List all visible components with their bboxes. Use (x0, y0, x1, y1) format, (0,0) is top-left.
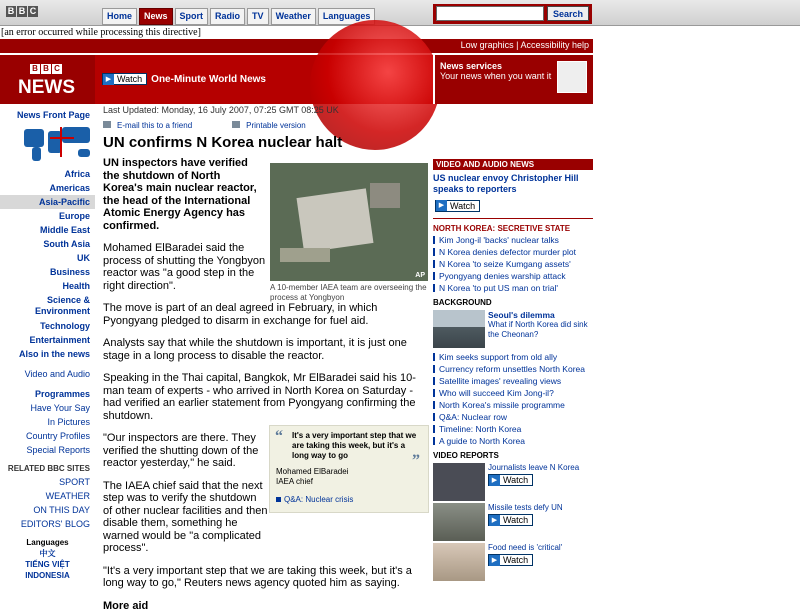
news-services-promo[interactable] (433, 55, 593, 104)
nav-weather[interactable]: WEATHER (45, 491, 90, 501)
map-marker (50, 137, 74, 139)
video-report-text (488, 463, 579, 501)
email-friend-link[interactable] (103, 121, 192, 130)
email-label: E-mail this to a friend (117, 121, 193, 130)
open-quote-icon: “ (275, 428, 283, 445)
nav-also-in-the-news[interactable]: Also in the news (18, 349, 90, 359)
close-quote-icon: ” (412, 452, 420, 469)
news-banner (0, 55, 593, 104)
nav-special-reports[interactable]: Special Reports (26, 445, 90, 455)
language-chinese[interactable]: 中文 (39, 549, 56, 558)
background-heading: BACKGROUND (433, 297, 492, 307)
video-thumbnail (433, 503, 485, 541)
play-icon: ▶ (489, 475, 500, 486)
video-report[interactable] (433, 543, 593, 581)
bbc-logo[interactable] (6, 6, 38, 17)
paragraph: Speaking in the Thai capital, Bangkok, Mr ElBaradei said his 10-man team of experts - who arrived in North Korea on Saturday - had verified an earlier statement from Pyongyang confirming the shutdown. (103, 372, 416, 422)
tab-radio[interactable]: Radio (210, 8, 245, 25)
nav-entertainment[interactable]: Entertainment (29, 335, 90, 345)
printable-version-link[interactable] (232, 121, 306, 130)
news-services-title: News services (440, 61, 503, 71)
paragraph: Analysts say that while the shutdown is important, it is just one stage in a long process to disable the reactor. (103, 337, 407, 362)
background-link[interactable]: Who will succeed Kim Jong-il? (433, 387, 593, 399)
related-sites-heading: RELATED BBC SITES (7, 464, 90, 473)
search-input[interactable] (436, 6, 544, 21)
video-report[interactable] (433, 503, 593, 541)
separator: | (516, 40, 521, 50)
secretive-state-heading: NORTH KOREA: SECRETIVE STATE (433, 223, 571, 233)
print-label: Printable version (246, 121, 306, 130)
play-icon: ▶ (103, 74, 114, 85)
nav-country-profiles[interactable]: Country Profiles (25, 431, 90, 441)
tab-news[interactable]: News (139, 8, 173, 25)
accessibility-help-link[interactable]: Accessibility help (520, 40, 589, 50)
watch-label: Watch (503, 555, 529, 565)
video-title: Food need is 'critical' (488, 542, 563, 552)
news-services-subtitle: Your news when you want it (440, 71, 552, 81)
language-vietnamese[interactable]: TIẾNG VIỆT (25, 560, 70, 569)
tab-home[interactable]: Home (102, 8, 137, 25)
bbc-news-logo[interactable] (0, 55, 95, 104)
photo-building (297, 188, 374, 252)
nav-health[interactable]: Health (62, 281, 90, 291)
qa-link-label: Q&A: Nuclear crisis (284, 495, 354, 504)
article-tools (103, 121, 428, 130)
one-minute-news-title[interactable]: One-Minute World News (151, 73, 266, 85)
feature-text (488, 310, 593, 348)
quote-attribution (276, 467, 422, 487)
left-navigation (0, 105, 95, 600)
arrow-icon (276, 497, 281, 502)
logo-letter: C (52, 64, 62, 74)
languages-heading: Languages (26, 538, 69, 547)
utility-bar (0, 39, 593, 53)
related-link[interactable]: Kim Jong-il 'backs' nuclear talks (433, 234, 593, 246)
subheading: More aid (103, 599, 149, 612)
play-icon: ▶ (489, 515, 500, 526)
logo-letter: C (29, 6, 37, 16)
nav-asia-pacific[interactable]: Asia-Pacific (0, 195, 95, 209)
one-minute-news[interactable] (102, 73, 266, 85)
search-button[interactable]: Search (547, 6, 589, 21)
feature-title: Seoul's dilemma (488, 309, 555, 320)
related-link[interactable]: N Korea 'to put US man on trial' (433, 282, 593, 294)
video-report[interactable] (433, 463, 593, 501)
play-icon: ▶ (489, 555, 500, 566)
top-bar (0, 0, 800, 26)
article-photo (270, 163, 428, 281)
computer-icon (557, 61, 587, 93)
watch-button[interactable] (488, 514, 533, 526)
nav-sport[interactable]: SPORT (59, 477, 90, 487)
tab-sport[interactable]: Sport (175, 8, 209, 25)
nav-editors-blog[interactable]: EDITORS' BLOG (20, 519, 90, 529)
watch-label: Watch (503, 475, 529, 485)
logo-letter: B (18, 6, 26, 16)
right-column (433, 159, 593, 581)
warship-thumbnail (433, 310, 485, 348)
utility-links (461, 40, 589, 50)
logo-letter: B (30, 64, 40, 74)
paragraph: The IAEA chief said that the next step was to verify the shutdown of other nuclear facilities and then disable them, something he warned would be "a complicated process". (103, 479, 268, 554)
video-thumbnail (433, 463, 485, 501)
photo-building (280, 248, 330, 262)
map-landmass (78, 149, 90, 157)
nav-europe[interactable]: Europe (58, 211, 90, 221)
background-link[interactable]: Kim seeks support from old ally (433, 351, 593, 363)
background-link[interactable]: North Korea's missile programme (433, 399, 593, 411)
photo-credit: AP (415, 272, 425, 279)
nav-technology[interactable]: Technology (40, 321, 90, 331)
map-marker (60, 127, 62, 157)
map-landmass (62, 127, 90, 143)
watch-button[interactable] (488, 554, 533, 566)
qa-nuclear-crisis-link[interactable] (276, 495, 422, 504)
nav-tabs (102, 8, 375, 25)
video-title: Missile tests defy UN (488, 502, 563, 512)
nav-africa[interactable]: Africa (64, 169, 90, 179)
video-audio-heading: VIDEO AND AUDIO NEWS (433, 159, 593, 170)
nav-middle-east[interactable]: Middle East (39, 225, 90, 235)
background-link[interactable]: Satellite images' revealing views (433, 375, 593, 387)
video-reports-heading: VIDEO REPORTS (433, 450, 499, 460)
watch-button[interactable] (435, 200, 480, 212)
nav-americas[interactable]: Americas (49, 183, 90, 193)
nav-science-environment[interactable]: Science & Environment (34, 295, 90, 316)
related-link[interactable]: Pyongyang denies warship attack (433, 270, 593, 282)
video-title: Journalists leave N Korea (488, 462, 580, 472)
news-front-page-link[interactable]: News Front Page (16, 110, 90, 120)
divider (433, 218, 593, 219)
quote-speaker: Mohamed ElBaradei (276, 467, 349, 476)
video-report-text (488, 543, 562, 581)
nav-programmes[interactable]: Programmes (34, 389, 90, 399)
watch-button[interactable] (102, 73, 147, 85)
video-thumbnail (433, 543, 485, 581)
language-indonesia[interactable]: INDONESIA (25, 571, 70, 580)
tab-weather[interactable]: Weather (271, 8, 316, 25)
headline: UN confirms N Korea nuclear halt (103, 134, 343, 151)
low-graphics-link[interactable]: Low graphics (460, 40, 514, 50)
background-feature[interactable] (433, 310, 593, 348)
logo-letter: B (41, 64, 51, 74)
feature-description: What if North Korea did sink the Cheonan? (488, 319, 588, 339)
background-link[interactable]: Q&A: Nuclear row (433, 411, 593, 423)
nav-uk[interactable]: UK (77, 253, 90, 263)
related-link[interactable]: N Korea denies defector murder plot (433, 246, 593, 258)
paragraph: The move is part of an deal agreed in February, in which Pyongyang pledged to disarm in exchange for fuel aid. (103, 302, 378, 327)
photo-caption: A 10-member IAEA team are overseeing the process at Yongbyon (270, 283, 427, 302)
photo-building (370, 183, 400, 208)
background-link[interactable]: Timeline: North Korea (433, 423, 593, 435)
error-message: [an error occurred while processing this directive] (1, 27, 201, 38)
video-story-link[interactable]: US nuclear envoy Christopher Hill speaks to reporters (433, 173, 579, 194)
nav-video-audio[interactable]: Video and Audio (24, 369, 90, 379)
lead-paragraph: UN inspectors have verified the shutdown of North Korea's main nuclear reactor, the head of the International Atomic Energy Agency has confirmed. (103, 157, 257, 232)
related-link[interactable]: N Korea 'to seize Kumgang assets' (433, 258, 593, 270)
quote-text: It's a very important step that we are taking this week, but it's a long way to go (292, 431, 417, 460)
play-icon: ▶ (436, 200, 447, 211)
background-link[interactable]: Currency reform unsettles North Korea (433, 363, 593, 375)
pull-quote (269, 425, 429, 513)
last-updated: Last Updated: Monday, 16 July 2007, 07:25 GMT 08:25 UK (103, 105, 339, 115)
paragraph: Mohamed ElBaradei said the process of shutting the Yongbyon reactor was "a good step in the right direction". (103, 242, 266, 292)
watch-button[interactable] (488, 474, 533, 486)
map-landmass (24, 129, 44, 147)
watch-label: Watch (450, 200, 476, 211)
paragraph: "It's a very important step that we are taking this week, but it's a long way to go," Reuters news agency quoted him as saying. (103, 564, 412, 589)
logo-letter: B (7, 6, 15, 16)
tab-languages[interactable]: Languages (318, 8, 376, 25)
quote-role: IAEA chief (276, 477, 313, 486)
video-report-text (488, 503, 563, 541)
nav-have-your-say[interactable]: Have Your Say (30, 403, 90, 413)
news-wordmark: NEWS (18, 77, 75, 98)
background-link[interactable]: A guide to North Korea (433, 435, 593, 447)
printer-icon (232, 121, 240, 128)
nav-in-pictures[interactable]: In Pictures (47, 417, 90, 427)
envelope-icon (103, 121, 111, 128)
watch-label: Watch (503, 515, 529, 525)
bbc-mini-logo (30, 64, 62, 74)
paragraph: "Our inspectors are there. They verified the shutting down of the reactor yesterday," he said. (103, 432, 259, 469)
world-map-icon[interactable] (22, 123, 92, 163)
nav-south-asia[interactable]: South Asia (43, 239, 90, 249)
article (103, 105, 428, 612)
search-box (433, 4, 592, 24)
nav-business[interactable]: Business (49, 267, 90, 277)
nav-on-this-day[interactable]: ON THIS DAY (33, 505, 90, 515)
watch-label: Watch (117, 74, 143, 84)
map-landmass (32, 147, 41, 161)
tab-tv[interactable]: TV (247, 8, 269, 25)
